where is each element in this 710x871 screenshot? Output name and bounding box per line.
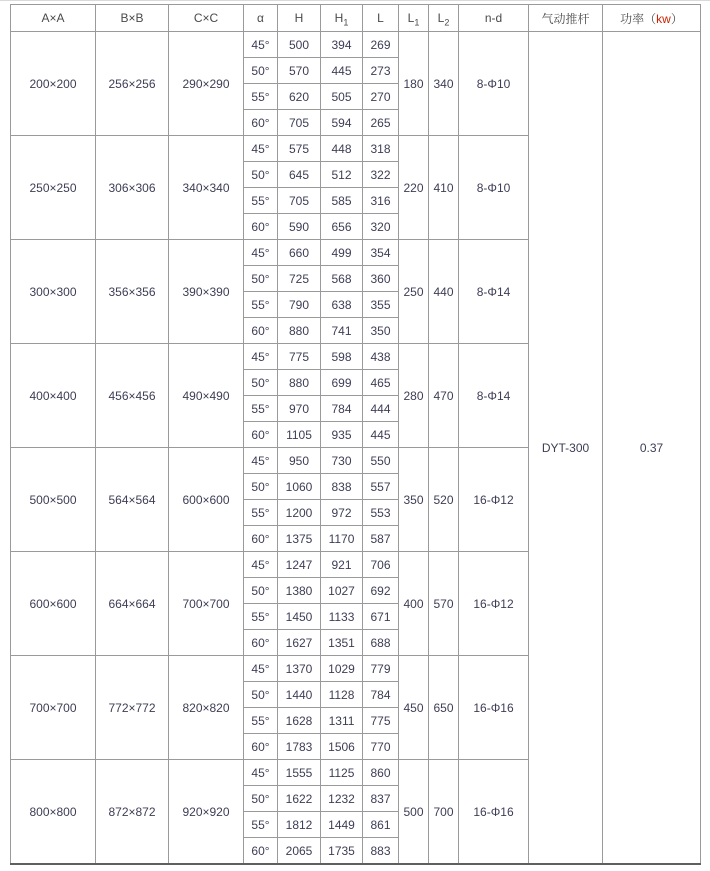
cell-h1: 1351 (321, 630, 363, 656)
cell-h1: 638 (321, 292, 363, 318)
cell-cxc: 390×390 (169, 240, 244, 344)
cell-alpha: 55° (244, 708, 278, 734)
cell-h: 1370 (278, 656, 321, 682)
cell-h: 590 (278, 214, 321, 240)
header-label: L (407, 11, 415, 25)
cell-l: 354 (363, 240, 399, 266)
cell-h: 1380 (278, 578, 321, 604)
cell-h: 705 (278, 188, 321, 214)
cell-alpha: 55° (244, 500, 278, 526)
cell-h1: 699 (321, 370, 363, 396)
cell-l2: 520 (429, 448, 459, 552)
cell-h: 1375 (278, 526, 321, 552)
cell-alpha: 60° (244, 214, 278, 240)
cell-cxc: 920×920 (169, 760, 244, 865)
cell-alpha: 45° (244, 136, 278, 162)
cell-l: 320 (363, 214, 399, 240)
column-header-alpha: α (244, 5, 278, 32)
cell-h1: 445 (321, 58, 363, 84)
cell-h: 1628 (278, 708, 321, 734)
cell-h: 1060 (278, 474, 321, 500)
cell-bxb: 356×356 (96, 240, 169, 344)
column-header-h1 (321, 5, 363, 32)
header-subscript: 1 (414, 17, 420, 28)
cell-l: 837 (363, 786, 399, 812)
cell-h1: 730 (321, 448, 363, 474)
cell-axa: 200×200 (11, 32, 96, 136)
cell-l: 322 (363, 162, 399, 188)
cell-h: 880 (278, 370, 321, 396)
cell-l: 860 (363, 760, 399, 786)
cell-axa: 250×250 (11, 136, 96, 240)
cell-l: 269 (363, 32, 399, 58)
cell-h1: 568 (321, 266, 363, 292)
cell-alpha: 50° (244, 786, 278, 812)
cell-l2: 440 (429, 240, 459, 344)
column-header-l2 (429, 5, 459, 32)
cell-cxc: 290×290 (169, 32, 244, 136)
cell-l: 316 (363, 188, 399, 214)
cell-l: 360 (363, 266, 399, 292)
cell-alpha: 60° (244, 838, 278, 865)
cell-alpha: 50° (244, 370, 278, 396)
cell-nd: 8-Φ14 (459, 240, 529, 344)
cell-h1: 512 (321, 162, 363, 188)
cell-h: 645 (278, 162, 321, 188)
cell-h1: 1029 (321, 656, 363, 682)
cell-bxb: 772×772 (96, 656, 169, 760)
cell-h1: 448 (321, 136, 363, 162)
cell-alpha: 50° (244, 682, 278, 708)
power-label-suffix: ） (670, 11, 683, 26)
cell-h1: 598 (321, 344, 363, 370)
cell-h1: 1232 (321, 786, 363, 812)
cell-h1: 585 (321, 188, 363, 214)
cell-alpha: 55° (244, 604, 278, 630)
cell-nd: 16-Φ12 (459, 448, 529, 552)
cell-alpha: 45° (244, 32, 278, 58)
cell-l1: 450 (399, 656, 429, 760)
cell-alpha: 60° (244, 734, 278, 760)
cell-h: 1200 (278, 500, 321, 526)
cell-h1: 1133 (321, 604, 363, 630)
cell-axa: 400×400 (11, 344, 96, 448)
cell-l: 270 (363, 84, 399, 110)
cell-h: 705 (278, 110, 321, 136)
cell-l: 465 (363, 370, 399, 396)
cell-l: 671 (363, 604, 399, 630)
column-header-power (603, 5, 701, 32)
header-subscript: 2 (444, 17, 450, 28)
column-header-l1 (399, 5, 429, 32)
spec-table-body (11, 32, 701, 865)
column-header-cxc: C×C (169, 5, 244, 32)
cell-alpha: 55° (244, 812, 278, 838)
cell-l: 438 (363, 344, 399, 370)
cell-nd: 8-Φ10 (459, 136, 529, 240)
cell-h1: 1170 (321, 526, 363, 552)
cell-alpha: 55° (244, 84, 278, 110)
column-header-l: L (363, 5, 399, 32)
power-unit-label: kw (656, 11, 671, 26)
cell-h: 570 (278, 58, 321, 84)
cell-alpha: 45° (244, 240, 278, 266)
column-header-bxb: B×B (96, 5, 169, 32)
cell-alpha: 55° (244, 188, 278, 214)
cell-h1: 1506 (321, 734, 363, 760)
column-header-axa: A×A (11, 5, 96, 32)
cell-alpha: 50° (244, 58, 278, 84)
cell-h: 970 (278, 396, 321, 422)
cell-h1: 499 (321, 240, 363, 266)
cell-cxc: 490×490 (169, 344, 244, 448)
cell-h1: 838 (321, 474, 363, 500)
cell-h: 660 (278, 240, 321, 266)
cell-l1: 350 (399, 448, 429, 552)
cell-h1: 1125 (321, 760, 363, 786)
cell-bxb: 872×872 (96, 760, 169, 865)
column-header-actuator: 气动推杆 (529, 5, 603, 32)
cell-alpha: 50° (244, 578, 278, 604)
cell-h1: 1027 (321, 578, 363, 604)
cell-nd: 8-Φ14 (459, 344, 529, 448)
cell-h1: 935 (321, 422, 363, 448)
cell-h1: 505 (321, 84, 363, 110)
cell-h: 1105 (278, 422, 321, 448)
column-header-h: H (278, 5, 321, 32)
cell-l: 318 (363, 136, 399, 162)
cell-bxb: 564×564 (96, 448, 169, 552)
cell-h: 790 (278, 292, 321, 318)
spec-table-head-row (11, 5, 701, 32)
cell-axa: 600×600 (11, 552, 96, 656)
cell-l: 350 (363, 318, 399, 344)
cell-l: 557 (363, 474, 399, 500)
cell-bxb: 306×306 (96, 136, 169, 240)
cell-h1: 1449 (321, 812, 363, 838)
cell-l1: 400 (399, 552, 429, 656)
cell-l: 688 (363, 630, 399, 656)
cell-alpha: 60° (244, 630, 278, 656)
cell-l: 784 (363, 682, 399, 708)
cell-h: 620 (278, 84, 321, 110)
cell-l: 883 (363, 838, 399, 865)
cell-alpha: 45° (244, 552, 278, 578)
cell-l2: 570 (429, 552, 459, 656)
cell-h1: 656 (321, 214, 363, 240)
cell-h: 1627 (278, 630, 321, 656)
cell-alpha: 50° (244, 162, 278, 188)
cell-cxc: 600×600 (169, 448, 244, 552)
header-subscript: 1 (343, 17, 349, 28)
cell-alpha: 60° (244, 110, 278, 136)
cell-l: 706 (363, 552, 399, 578)
cell-l: 553 (363, 500, 399, 526)
spec-row (11, 32, 701, 58)
cell-l: 265 (363, 110, 399, 136)
cell-axa: 300×300 (11, 240, 96, 344)
cell-h: 1555 (278, 760, 321, 786)
cell-h: 1440 (278, 682, 321, 708)
cell-nd: 8-Φ10 (459, 32, 529, 136)
cell-h1: 972 (321, 500, 363, 526)
column-header-nd: n-d (459, 5, 529, 32)
dimension-spec-table (10, 4, 701, 865)
cell-h1: 741 (321, 318, 363, 344)
cell-bxb: 256×256 (96, 32, 169, 136)
cell-h1: 1128 (321, 682, 363, 708)
cell-alpha: 60° (244, 526, 278, 552)
cell-l: 692 (363, 578, 399, 604)
top-divider (0, 0, 710, 1)
cell-alpha: 50° (244, 474, 278, 500)
cell-axa: 700×700 (11, 656, 96, 760)
cell-h: 500 (278, 32, 321, 58)
cell-l1: 220 (399, 136, 429, 240)
cell-l: 770 (363, 734, 399, 760)
cell-h1: 1311 (321, 708, 363, 734)
cell-cxc: 820×820 (169, 656, 244, 760)
header-label: H (334, 11, 344, 25)
cell-l: 550 (363, 448, 399, 474)
cell-axa: 800×800 (11, 760, 96, 865)
cell-l2: 340 (429, 32, 459, 136)
cell-h1: 921 (321, 552, 363, 578)
cell-h: 880 (278, 318, 321, 344)
cell-alpha: 55° (244, 292, 278, 318)
cell-h: 775 (278, 344, 321, 370)
header-label: L (437, 11, 445, 25)
cell-l2: 650 (429, 656, 459, 760)
cell-h: 1247 (278, 552, 321, 578)
cell-h1: 784 (321, 396, 363, 422)
cell-l: 444 (363, 396, 399, 422)
cell-alpha: 50° (244, 266, 278, 292)
cell-l2: 410 (429, 136, 459, 240)
cell-l: 861 (363, 812, 399, 838)
cell-alpha: 60° (244, 318, 278, 344)
cell-l: 779 (363, 656, 399, 682)
cell-h1: 394 (321, 32, 363, 58)
cell-h1: 594 (321, 110, 363, 136)
cell-h: 1622 (278, 786, 321, 812)
cell-l2: 700 (429, 760, 459, 865)
cell-h: 725 (278, 266, 321, 292)
cell-alpha: 55° (244, 396, 278, 422)
cell-h: 1450 (278, 604, 321, 630)
cell-alpha: 45° (244, 448, 278, 474)
cell-h: 1783 (278, 734, 321, 760)
cell-h1: 1735 (321, 838, 363, 865)
cell-nd: 16-Φ16 (459, 760, 529, 865)
cell-l: 587 (363, 526, 399, 552)
cell-bxb: 664×664 (96, 552, 169, 656)
cell-l: 445 (363, 422, 399, 448)
cell-l1: 180 (399, 32, 429, 136)
cell-l: 775 (363, 708, 399, 734)
cell-nd: 16-Φ16 (459, 656, 529, 760)
cell-h: 1812 (278, 812, 321, 838)
cell-power: 0.37 (603, 32, 701, 865)
cell-cxc: 700×700 (169, 552, 244, 656)
cell-alpha: 45° (244, 656, 278, 682)
cell-axa: 500×500 (11, 448, 96, 552)
cell-bxb: 456×456 (96, 344, 169, 448)
cell-alpha: 45° (244, 344, 278, 370)
cell-l1: 500 (399, 760, 429, 865)
cell-l1: 250 (399, 240, 429, 344)
cell-l: 355 (363, 292, 399, 318)
cell-h: 2065 (278, 838, 321, 865)
cell-l2: 470 (429, 344, 459, 448)
cell-cxc: 340×340 (169, 136, 244, 240)
cell-h: 575 (278, 136, 321, 162)
cell-h: 950 (278, 448, 321, 474)
cell-alpha: 60° (244, 422, 278, 448)
cell-actuator: DYT-300 (529, 32, 603, 865)
power-label-prefix: 功率（ (620, 11, 657, 26)
cell-l: 273 (363, 58, 399, 84)
cell-nd: 16-Φ12 (459, 552, 529, 656)
cell-alpha: 45° (244, 760, 278, 786)
cell-l1: 280 (399, 344, 429, 448)
